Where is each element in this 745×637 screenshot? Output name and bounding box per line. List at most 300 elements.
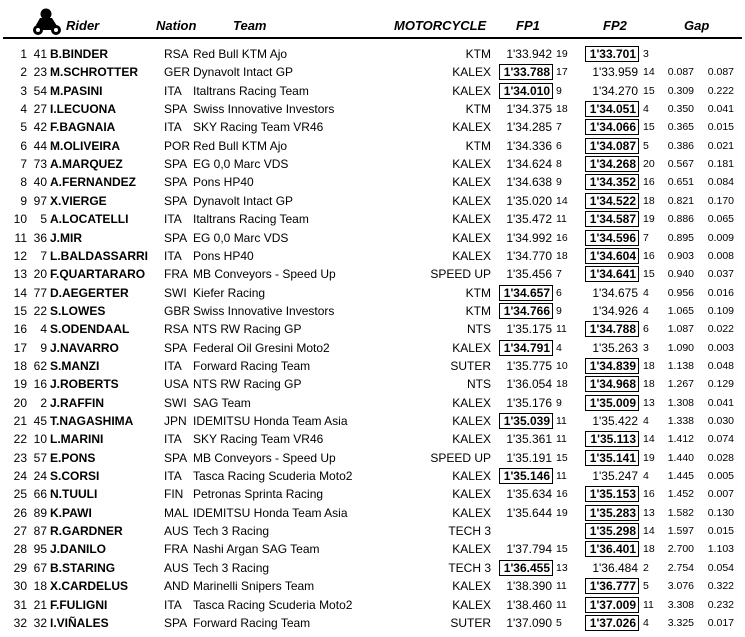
motorcycle: KALEX [452,505,491,520]
table-row [0,449,745,467]
fp2-time: 1'33.959 [592,65,638,80]
gap-previous: 0.041 [707,103,734,116]
motorcycle: KALEX [452,193,491,208]
fp1-time: 1'34.285 [506,120,552,135]
fp1-time: 1'34.624 [506,157,552,172]
fp2-time [578,541,638,557]
position: 17 [13,340,27,355]
nation-code: JPN [164,414,187,428]
gap-previous: 0.015 [707,121,734,134]
gap-previous: 0.028 [707,451,734,464]
motorcycle: KALEX [452,248,491,263]
fp1-time: 1'36.054 [506,377,552,392]
rider-name: I.VIÑALES [50,615,109,630]
rider-name: R.GARDNER [50,524,123,539]
nation-code: POR [164,138,191,153]
motorcycle: KALEX [452,469,491,484]
position: 20 [13,395,27,410]
gap-previous: 0.021 [707,139,734,152]
rider-name: B.BINDER [50,47,109,61]
rider-number: 16 [33,377,47,392]
fp2-time: 1'34.926 [592,303,638,318]
best-lap-box: 1'35.113 [586,432,638,446]
fp2-lap: 19 [643,213,655,226]
fp2-lap: 18 [643,378,655,391]
gap-previous: 0.074 [707,433,734,446]
best-lap-box: 1'34.596 [586,231,638,245]
position: 23 [13,450,27,465]
table-row [0,577,745,595]
table-row [0,45,745,63]
gap-first: 1.065 [667,304,694,317]
gap-first: 1.308 [667,396,694,409]
gap-first: 1.267 [667,378,694,391]
best-lap-box: 1'34.051 [586,102,638,116]
motorcycle: NTS [467,322,491,337]
motorcycle: SPEED UP [430,450,491,465]
nation-code: SPA [164,157,188,172]
table-row [0,357,745,375]
motorcycle: KALEX [452,542,491,557]
fp2-lap: 16 [643,488,655,501]
rider-number: 4 [40,322,47,337]
rider-number: 57 [33,450,47,465]
position: 31 [13,597,27,612]
nation-code: ITA [164,597,182,612]
fp2-lap: 19 [643,451,655,464]
rider-number: 18 [33,579,47,594]
rider-number: 24 [33,469,47,484]
fp1-time: 1'34.375 [506,102,552,117]
fp1-time [493,83,552,99]
motorcycle: KTM [465,285,491,300]
rider-name: S.ODENDAAL [50,322,130,337]
fp2-lap: 2 [643,561,649,574]
fp1-lap: 6 [556,139,562,152]
rider-name: S.MANZI [50,358,100,373]
motorcycle: KALEX [452,83,491,98]
motorcycle: TECH 3 [448,524,491,539]
motorcycle: KTM [465,138,491,153]
rider-name: L.MARINI [50,432,104,447]
team-name: Forward Racing Team [193,615,311,630]
best-lap-box: 1'35.153 [586,487,638,501]
position: 30 [13,579,27,594]
rider-name: X.CARDELUS [50,579,129,594]
best-lap-box: 1'36.777 [586,579,638,593]
fp2-time [578,523,638,539]
fp2-lap: 13 [643,506,655,519]
fp2-lap: 18 [643,194,655,207]
rider-name: F.FULIGNI [50,597,108,612]
header-motorcycle: MOTORCYCLE [394,18,487,33]
gap-previous: 0.109 [707,304,734,317]
table-row [0,339,745,357]
table-row [0,302,745,320]
nation-code: AND [164,579,190,594]
fp2-time: 1'35.422 [592,414,638,428]
rider-name: A.MARQUEZ [50,157,123,172]
position: 19 [13,377,27,392]
fp2-lap: 15 [643,268,655,281]
table-row [0,412,745,430]
gap-first: 0.903 [667,249,694,262]
motorcycle: KTM [465,102,491,117]
fp2-time: 1'35.247 [592,469,638,484]
fp1-lap: 11 [556,433,567,446]
best-lap-box: 1'34.522 [586,194,638,208]
fp2-time: 1'35.263 [592,340,638,355]
team-name: Red Bull KTM Ajo [193,138,288,153]
nation-code: SWI [164,395,187,410]
rider-name: D.AEGERTER [50,285,129,300]
fp2-lap: 4 [643,470,649,483]
position: 15 [13,303,27,318]
best-lap-box: 1'34.010 [500,84,552,98]
gap-first: 0.895 [667,231,694,244]
fp2-time [578,376,638,392]
motorcycle: KALEX [452,597,491,612]
fp2-time [578,505,638,521]
position: 11 [14,230,27,245]
team-name: SKY Racing Team VR46 [193,432,324,447]
gap-previous: 0.041 [707,396,734,409]
rider-number: 7 [40,248,47,263]
table-row [0,394,745,412]
rider-name: A.LOCATELLI [50,212,129,227]
best-lap-box: 1'37.026 [586,616,638,630]
table-row [0,430,745,448]
best-lap-box: 1'35.039 [500,414,552,428]
position: 25 [13,487,27,502]
motorcycle: KALEX [452,395,491,410]
team-name: NTS RW Racing GP [193,377,302,392]
header-divider [3,37,742,39]
rider-number: 97 [33,193,47,208]
fp1-lap: 7 [556,268,562,281]
motorcycle: TECH 3 [448,560,491,575]
motorcycle: SUTER [450,358,491,373]
team-name: Swiss Innovative Investors [193,303,335,318]
gap-previous: 0.048 [707,359,734,372]
fp1-time [493,413,552,429]
fp1-time: 1'35.634 [506,487,552,502]
fp2-time: 1'34.675 [592,285,638,300]
rider-number: 27 [33,102,47,117]
team-name: MB Conveyors - Speed Up [193,450,336,465]
table-row [0,210,745,228]
team-name: Pons HP40 [193,175,254,190]
fp2-lap: 5 [643,580,649,593]
position: 16 [13,322,27,337]
team-name: EG 0,0 Marc VDS [193,230,289,245]
fp2-lap: 7 [643,231,649,244]
fp1-lap: 18 [556,249,568,262]
gap-first: 0.309 [667,84,694,97]
gap-previous: 0.322 [707,580,734,593]
fp1-lap: 11 [556,213,567,226]
nation-code: MAL [164,505,189,520]
best-lap-box: 1'35.141 [586,451,638,465]
rider-number: 44 [33,138,47,153]
best-lap-box: 1'34.268 [586,157,638,171]
fp2-time [578,46,638,62]
fp2-lap: 16 [643,249,655,262]
fp2-time [578,395,638,411]
team-name: Nashi Argan SAG Team [193,542,320,557]
position: 2 [20,65,27,80]
fp1-lap: 9 [556,304,562,317]
fp2-time [578,248,638,264]
position: 22 [13,432,27,447]
rider-name: L.BALDASSARRI [50,248,148,263]
rider-name: F.QUARTARARO [50,267,146,282]
team-name: Federal Oil Gresini Moto2 [193,340,330,355]
motorcycle: KTM [465,303,491,318]
fp1-lap: 9 [556,84,562,97]
rider-number: 45 [33,414,47,428]
best-lap-box: 1'34.066 [586,120,638,134]
team-name: SKY Racing Team VR46 [193,120,324,135]
rider-number: 42 [33,120,47,135]
position: 5 [20,120,27,135]
table-row [0,63,745,81]
rider-name: F.BAGNAIA [50,120,116,135]
position: 29 [13,560,27,575]
gap-first: 0.821 [667,194,694,207]
best-lap-box: 1'34.791 [500,341,552,355]
gap-first: 0.386 [667,139,694,152]
gap-previous: 0.030 [707,415,734,427]
table-row [0,247,745,265]
best-lap-box: 1'34.604 [586,249,638,263]
fp1-lap: 16 [556,488,568,501]
nation-code: ITA [164,83,182,98]
nation-code: SPA [164,193,188,208]
gap-first: 1.412 [667,433,694,446]
fp1-lap: 15 [556,451,568,464]
fp2-time [578,321,638,337]
rider-number: 87 [33,524,47,539]
nation-code: SPA [164,615,188,630]
fp2-lap: 14 [643,66,655,79]
fp1-time: 1'38.390 [506,579,552,594]
fp1-time [493,560,552,576]
fp2-lap: 6 [643,323,649,336]
fp2-time: 1'36.484 [592,560,638,575]
fp2-time [578,193,638,209]
best-lap-box: 1'34.766 [500,304,552,318]
rider-number: 77 [33,285,47,300]
fp1-time: 1'34.992 [506,230,552,245]
fp1-lap: 19 [556,48,568,60]
best-lap-box: 1'36.455 [500,561,552,575]
nation-code: SPA [164,102,188,117]
gap-first: 1.087 [667,323,694,336]
team-name: Swiss Innovative Investors [193,102,335,117]
table-row [0,320,745,338]
gap-previous: 0.130 [707,506,734,519]
nation-code: SPA [164,340,188,355]
fp2-lap: 15 [643,84,655,97]
nation-code: ITA [164,469,182,484]
fp1-lap: 10 [556,359,568,372]
table-row [0,522,745,540]
best-lap-box: 1'35.283 [586,506,638,520]
fp1-time [493,285,552,301]
gap-first: 3.325 [667,616,694,629]
fp2-time [578,486,638,502]
rider-name: J.NAVARRO [50,340,119,355]
rider-number: 36 [33,230,47,245]
best-lap-box: 1'34.352 [586,175,638,189]
fp2-time [578,230,638,246]
nation-code: FIN [164,487,184,502]
rider-name: S.CORSI [50,469,100,484]
fp1-time: 1'37.794 [506,542,552,557]
fp2-lap: 13 [643,396,655,409]
best-lap-box: 1'34.087 [586,139,638,153]
fp1-time: 1'35.472 [506,212,552,227]
fp2-lap: 14 [643,525,655,538]
gap-first: 1.338 [667,415,694,427]
motorcycle: KALEX [452,65,491,80]
gap-previous: 0.054 [707,561,734,574]
position: 4 [20,102,27,117]
header-rider: Rider [66,18,100,33]
fp2-lap: 20 [643,158,655,171]
position: 18 [13,358,27,373]
position: 28 [13,542,27,557]
nation-code: AUS [164,560,189,575]
gap-first: 1.440 [667,451,694,464]
fp2-time [578,211,638,227]
fp2-time: 1'34.270 [592,83,638,98]
table-row [0,82,745,100]
best-lap-box: 1'35.146 [500,469,552,483]
fp2-lap: 18 [643,543,655,556]
nation-code: SWI [164,285,187,300]
best-lap-box: 1'34.587 [586,212,638,226]
gap-first: 3.076 [667,580,694,593]
header-fp1: FP1 [516,18,540,33]
rider-name: M.PASINI [50,83,103,98]
gap-first: 3.308 [667,598,694,611]
gap-previous: 0.129 [707,378,734,391]
rider-number: 22 [33,303,47,318]
table-row [0,155,745,173]
fp1-time: 1'37.090 [506,615,552,630]
gap-first: 1.138 [667,359,694,372]
fp1-time: 1'35.456 [506,267,552,282]
gap-first: 1.597 [667,525,694,538]
fp1-lap: 17 [556,66,568,79]
gap-first: 1.445 [667,470,694,483]
position: 8 [20,175,27,190]
fp2-lap: 14 [643,433,655,446]
gap-previous: 1.103 [707,543,734,556]
position: 13 [13,267,27,282]
team-name: Marinelli Snipers Team [193,579,315,594]
fp1-time: 1'35.020 [506,193,552,208]
gap-first: 1.090 [667,341,694,354]
position: 12 [13,248,27,263]
position: 26 [13,505,27,520]
team-name: SAG Team [193,395,251,410]
rider-number: 40 [33,175,47,190]
fp1-lap: 11 [556,580,567,593]
rider-name: S.LOWES [50,303,106,318]
team-name: Red Bull KTM Ajo [193,47,288,61]
rider-name: E.PONS [50,450,96,465]
rider-number: 95 [33,542,47,557]
gap-previous: 0.222 [707,84,734,97]
nation-code: GER [164,65,191,80]
fp2-time [578,450,638,466]
nation-code: ITA [164,120,182,135]
gap-previous: 0.181 [707,158,734,171]
fp1-lap: 7 [556,121,562,134]
fp1-time: 1'35.361 [506,432,552,447]
motorcycle: NTS [467,377,491,392]
gap-previous: 0.017 [707,616,734,629]
gap-previous: 0.170 [707,194,734,207]
fp2-time [578,119,638,135]
rider-number: 23 [33,65,47,80]
table-row [0,504,745,522]
nation-code: SPA [164,175,188,190]
fp1-lap: 18 [556,378,568,391]
fp2-lap: 4 [643,286,649,299]
best-lap-box: 1'37.009 [586,598,638,612]
rider-number: 73 [33,157,47,172]
position: 9 [20,193,27,208]
rider-number: 32 [33,615,47,630]
fp1-time: 1'35.775 [506,358,552,373]
rider-name: J.DANILO [50,542,107,557]
rider-number: 10 [33,432,47,447]
nation-code: USA [164,377,189,392]
team-name: Tech 3 Racing [193,524,270,539]
fp1-lap: 11 [556,323,567,336]
fp1-time [493,303,552,319]
gap-previous: 0.065 [707,213,734,226]
position: 3 [20,83,27,98]
rider-number: 5 [40,212,47,227]
nation-code: AUS [164,524,189,539]
nation-code: GBR [164,303,191,318]
table-row [0,229,745,247]
rider-name: J.ROBERTS [50,377,119,392]
gap-first: 0.956 [667,286,694,299]
gap-first: 2.754 [667,561,694,574]
table-row [0,265,745,283]
header-nation: Nation [156,18,197,33]
best-lap-box: 1'33.788 [500,65,552,79]
fp2-time [578,597,638,613]
gap-previous: 0.009 [707,231,734,244]
fp2-time [578,431,638,447]
team-name: Petronas Sprinta Racing [193,487,324,502]
position: 24 [13,469,27,484]
fp2-lap: 16 [643,176,655,189]
fp1-lap: 11 [556,598,567,611]
best-lap-box: 1'36.401 [586,542,638,556]
position: 10 [13,212,27,227]
fp2-lap: 11 [643,598,654,611]
gap-first: 0.365 [667,121,694,134]
team-name: Italtrans Racing Team [193,212,309,227]
